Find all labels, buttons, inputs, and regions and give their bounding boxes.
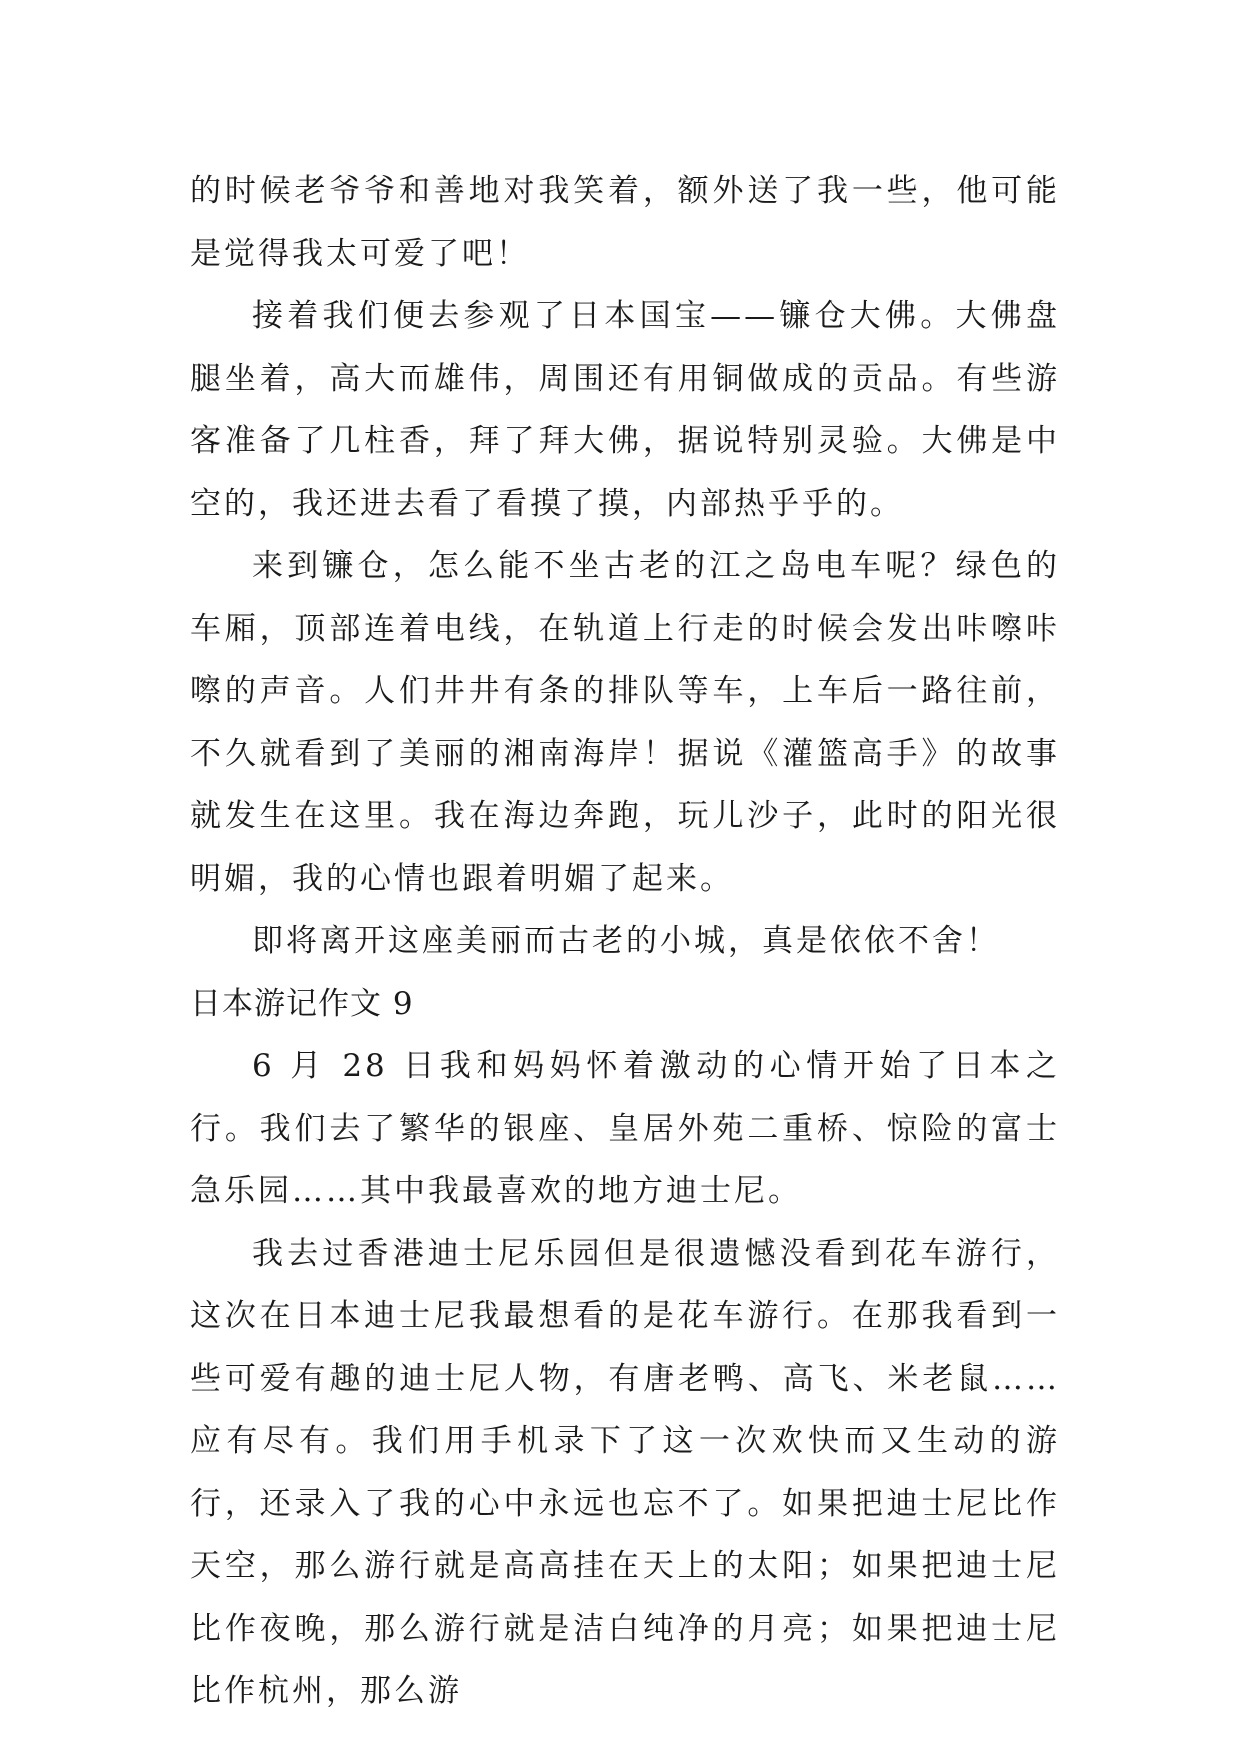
- paragraph-2: 接着我们便去参观了日本国宝——镰仓大佛。大佛盘腿坐着，高大而雄伟，周围还有用铜做成的贡品。有些游客准备了几柱香，拜了拜大佛，据说特别灵验。大佛是中空的，我还进去看了看摸了摸，内部热乎乎的。: [190, 298, 1060, 522]
- paragraph-6: 我去过香港迪士尼乐园但是很遗憾没看到花车游行，这次在日本迪士尼我最想看的是花车游行。在那我看到一些可爱有趣的迪士尼人物，有唐老鸭、高飞、米老鼠……应有尽有。我们用手机录下了这一次欢快而又生动的游行，还录入了我的心中永远也忘不了。如果把迪士尼比作天空，那么游行就是高高挂在天上的太阳；如果把迪士尼比作夜晚，那么游行就是洁白纯净的月亮；如果把迪士尼比作杭州，那么游: [190, 1235, 1060, 1709]
- paragraph-4: 即将离开这座美丽而古老的小城，真是依依不舍！: [252, 923, 1000, 959]
- section-heading: 日本游记作文 9: [190, 985, 414, 1022]
- paragraph-5: 6 月 28 日我和妈妈怀着激动的心情开始了日本之行。我们去了繁华的银座、皇居外苑二重桥、惊险的富士急乐园……其中我最喜欢的地方迪士尼。: [190, 1048, 1060, 1209]
- paragraph-3: 来到镰仓，怎么能不坐古老的江之岛电车呢？绿色的车厢，顶部连着电线，在轨道上行走的时候会发出咔嚓咔嚓的声音。人们井井有条的排队等车，上车后一路往前，不久就看到了美丽的湘南海岸！据说《灌篮高手》的故事就发生在这里。我在海边奔跑，玩儿沙子，此时的阳光很明媚，我的心情也跟着明媚了起来。: [190, 548, 1060, 897]
- paragraph-1: 的时候老爷爷和善地对我笑着，额外送了我一些，他可能是觉得我太可爱了吧！: [190, 173, 1060, 272]
- document-body: [190, 160, 1060, 1723]
